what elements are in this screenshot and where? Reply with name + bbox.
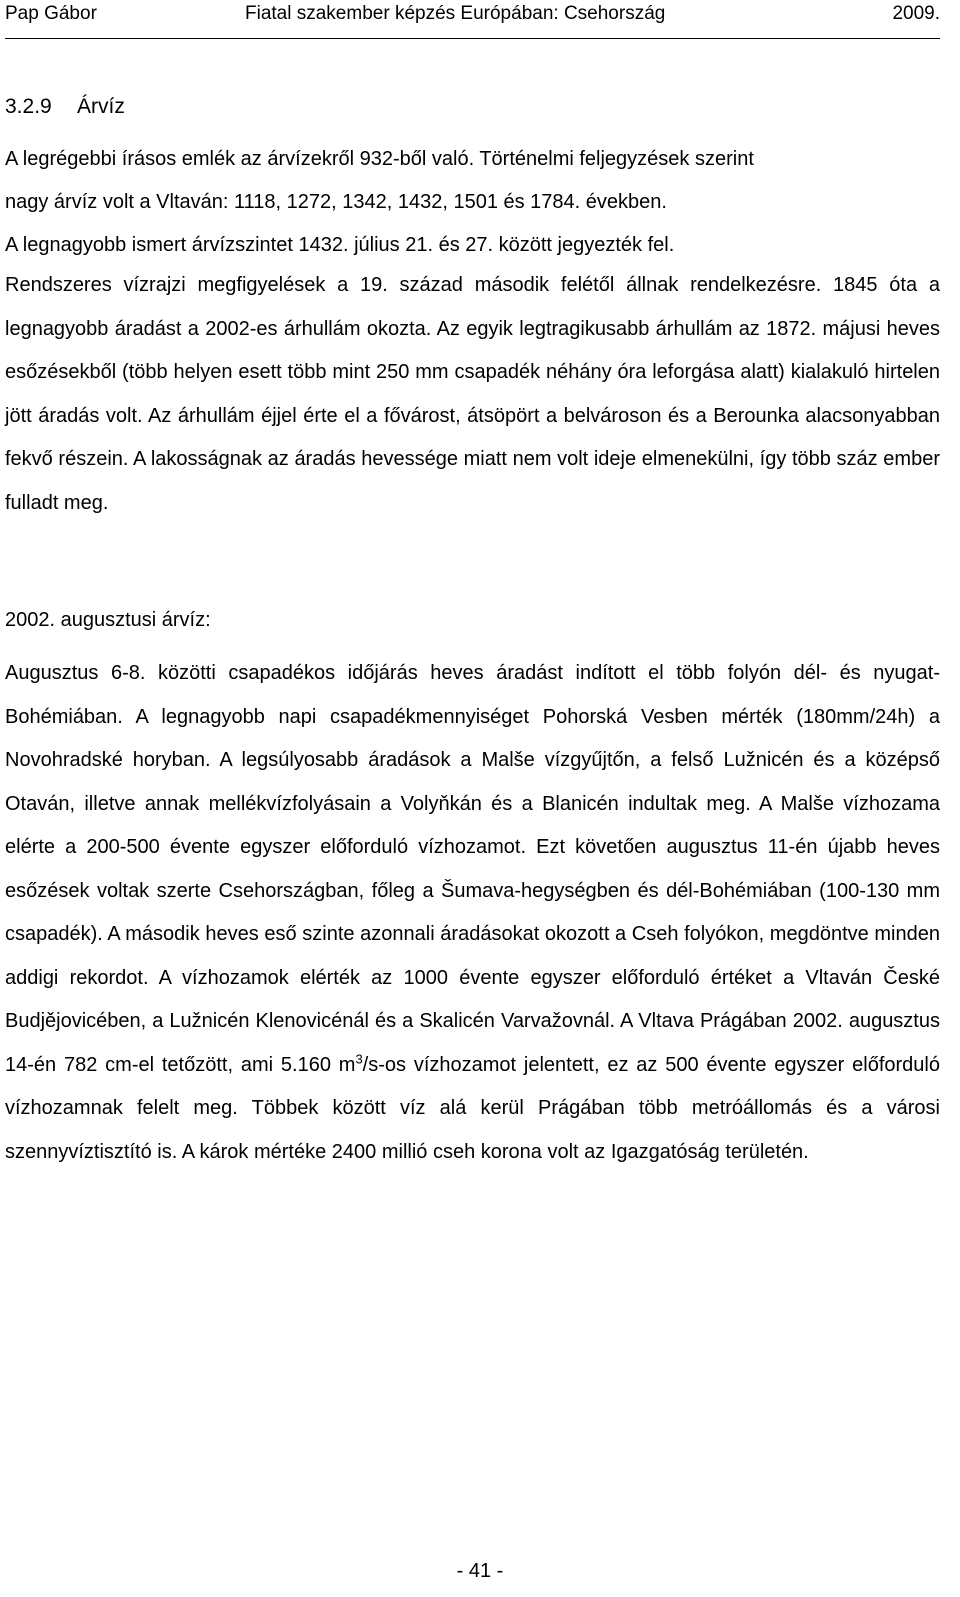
section-title: Árvíz (77, 95, 125, 118)
page-number: - 41 - (456, 1560, 504, 1582)
flood-text-part2: /s-os vízhozamot jelentett, ez az 500 évente egyszer előforduló vízhozamnak felelt meg. Többek között víz alá kerül Prágában több metróállomás és a városi szennyvíztisztító is. A károk mértéke 2400 millió cseh korona volt az Igazgatóság területén. (5, 1053, 940, 1163)
intro-line: nagy árvíz volt a Vltaván: 1118, 1272, 1342, 1432, 1501 és 1784. években. (5, 191, 667, 213)
intro-paragraph (5, 138, 940, 267)
header-year: 2009. (892, 3, 940, 24)
flood-2002-paragraph (5, 652, 940, 1174)
header-title: Fiatal szakember képzés Európában: Csehország (245, 3, 666, 24)
intro-line: A legrégebbi írásos emlék az árvízekről 932-ből való. Történelmi feljegyzések szerint (5, 148, 754, 170)
flood-2002-subheading: 2002. augusztusi árvíz: (5, 609, 211, 631)
section-heading (5, 95, 125, 119)
history-paragraph: Rendszeres vízrajzi megfigyelések a 19. század második felétől állnak rendelkezésre. 1845 óta a legnagyobb áradást a 2002-es árhullám okozta. Az egyik legtragikusabb árhullám az 1872. májusi heves esőzésekből (több helyen esett több mint 250 mm csapadék néhány óra leforgása alatt) kialakuló hirtelen jött áradás volt. Az árhullám éjjel érte el a fővárost, átsöpört a belvároson és a Berounka alacsonyabban fekvő részein. A lakosságnak az áradás hevessége miatt nem volt ideje elmenekülni, így több száz ember fulladt meg. (5, 274, 940, 514)
superscript-exponent: 3 (355, 1050, 363, 1066)
header-author: Pap Gábor (5, 3, 97, 24)
intro-line: A legnagyobb ismert árvízszintet 1432. július 21. és 27. között jegyezték fel. (5, 234, 675, 256)
section-number: 3.2.9 (5, 95, 52, 118)
flood-text-part1: Augusztus 6-8. közötti csapadékos időjárás heves áradást indított el több folyón dél- és nyugat-Bohémiában. A legnagyobb napi csapadékmennyiséget Pohorská Vesben mérték (180mm/24h) a Novohradské horyban. A legsúlyosabb áradások a Malše vízgyűjtőn, a felső Lužnicén és a középső Otaván, illetve annak mellékvízfolyásain a Volyňkán és a Blanicén indultak meg. A Malše vízhozama elérte a 200-500 évente egyszer előforduló vízhozamot. Ezt követően augusztus 11-én újabb heves esőzések voltak szerte Csehországban, főleg a Šumava-hegységben és dél-Bohémiában (100-130 mm csapadék). A második heves eső szinte azonnali áradásokat okozott a Cseh folyókon, megdöntve minden addigi rekordot. A vízhozamok elérték az 1000 évente egyszer előforduló értéket a Vltaván České Budjějovicében, a Lužnicén Klenovicénál és a Skalicén Varvažovnál. A Vltava Prágában 2002. augusztus 14-én 782 cm-el tetőzött, ami 5.160 m (5, 662, 940, 1076)
page-header (5, 0, 940, 39)
